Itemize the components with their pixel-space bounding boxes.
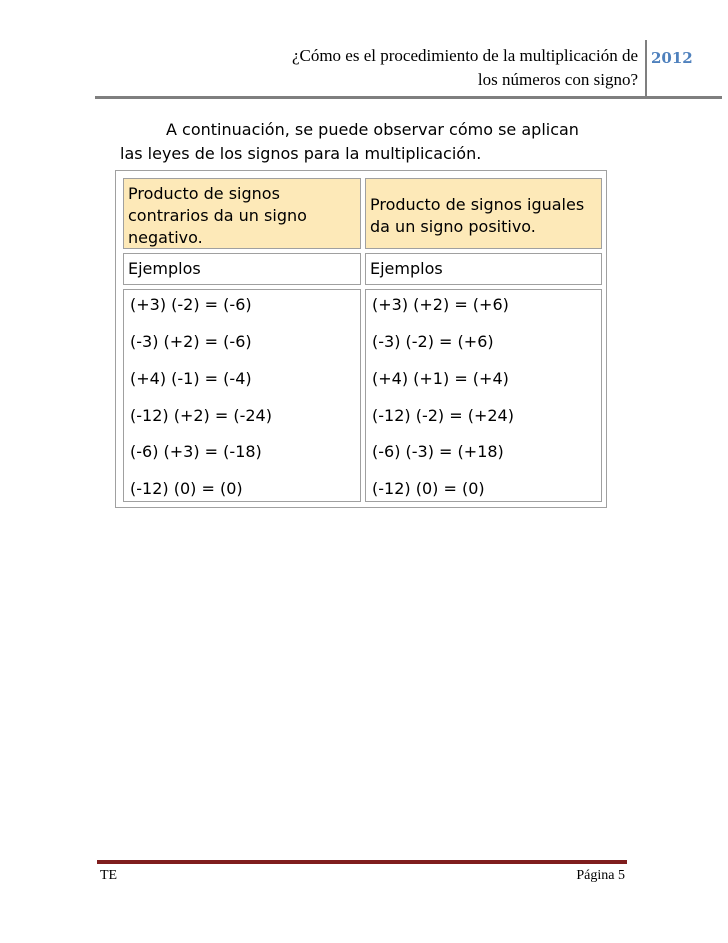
right-examples-list (365, 289, 602, 502)
intro-line-1: A continuación, se puede observar cómo se aplican (166, 120, 579, 139)
header-rule (95, 96, 722, 99)
left-examples-label: Ejemplos (123, 253, 361, 285)
example-item: (-6) (+3) = (-18) (130, 442, 262, 461)
example-item: (-6) (-3) = (+18) (372, 442, 504, 461)
example-item: (+4) (-1) = (-4) (130, 369, 252, 388)
positive-product-header: Producto de signos iguales da un signo positivo. (365, 178, 602, 249)
example-item: (+4) (+1) = (+4) (372, 369, 509, 388)
example-item: (+3) (+2) = (+6) (372, 295, 509, 314)
intro-paragraph (120, 118, 620, 166)
header-title-line-2: los números con signo? (477, 70, 638, 89)
footer-rule (97, 860, 627, 864)
page-number: Página 5 (576, 868, 625, 883)
right-examples-label: Ejemplos (365, 253, 602, 285)
negative-product-header: Producto de signos contrarios da un signo negativo. (123, 178, 361, 249)
example-item: (-12) (0) = (0) (130, 479, 243, 498)
header-title-line-1: ¿Cómo es el procedimiento de la multiplicación de (291, 46, 638, 65)
left-examples-list (123, 289, 361, 502)
page-header-title (200, 44, 638, 92)
example-item: (+3) (-2) = (-6) (130, 295, 252, 314)
footer-left-text: TE (100, 868, 118, 883)
example-item: (-12) (-2) = (+24) (372, 406, 514, 425)
example-item: (-3) (+2) = (-6) (130, 332, 252, 351)
intro-line-2: las leyes de los signos para la multiplicación. (120, 144, 482, 163)
example-item: (-12) (+2) = (-24) (130, 406, 272, 425)
example-item: (-3) (-2) = (+6) (372, 332, 494, 351)
header-divider (645, 40, 647, 98)
sign-rules-table (115, 170, 607, 508)
header-year: 2012 (651, 49, 693, 67)
example-item: (-12) (0) = (0) (372, 479, 485, 498)
